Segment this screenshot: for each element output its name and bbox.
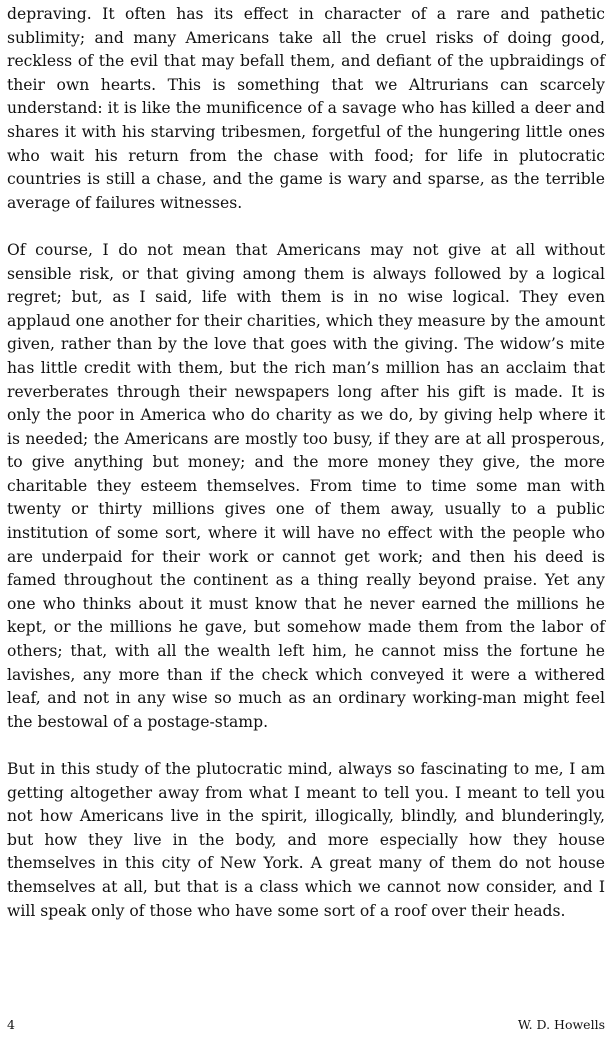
paragraph-2: Of course, I do not mean that Americans may not give at all without sensible risk, or that giving among them is always followed by a logical regret; but, as I said, life with them is in no wise logical. They even applaud one another for their charities, which they measure by the amount given, rather than by the love that goes with the giving. The widow’s mite has little credit with them, but the rich man’s million has an acclaim that reverberates through their newspapers long after his gift is made. It is only the poor in America who do charity as we do, by giving help where it is needed; the Americans are mostly too busy, if they are at all prosperous, to give anything but money; and the more money they give, the more charitable they esteem themselves. From time to time some man with twenty or thirty millions gives one of them away, usually to a public institution of some sort, where it will have no effect with the people who are underpaid for their work or cannot get work; and then his deed is famed throughout the continent as a thing really beyond praise. Yet any one who thinks about it must know that he never earned the millions he kept, or the millions he gave, but somehow made them from the labor of others; that, with all the wealth left him, he cannot miss the fortune he lavishes, any more than if the check which conveyed it were a withered leaf, and not in any wise so much as an ordinary working-man might feel the bestowal of a postage-stamp. (7, 240, 605, 731)
paragraph-1: depraving. It often has its effect in character of a rare and pathetic sublimity; and many Americans take all the cruel risks of doing good, reckless of the evil that may befall them, and defiant of the upbraidings of their own hearts. This is something that we Altrurians can scarcely understand: it is like the munificence of a savage who has killed a deer and shares it with his starving tribesmen, forgetful of the hungering little ones who wait his return from the chase with food; for life in plutocratic countries is still a chase, and the game is wary and sparse, as the terrible average of failures witnesses. (7, 5, 605, 212)
author-name: W. D. Howells (517, 1017, 605, 1032)
page-number: 4 (7, 1017, 15, 1032)
body-text (7, 3, 605, 923)
paragraph-3: But in this study of the plutocratic mind, always so fascinating to me, I am getting altogether away from what I meant to tell you. I meant to tell you not how Americans live in the spirit, illogically, blindly, and blunderingly, but how they live in the body, and more especially how they house themselves in this city of New York. A great many of them do not house themselves at all, but that is a class which we cannot now consider, and I will speak only of those who have some sort of a roof over their heads. (7, 760, 605, 920)
